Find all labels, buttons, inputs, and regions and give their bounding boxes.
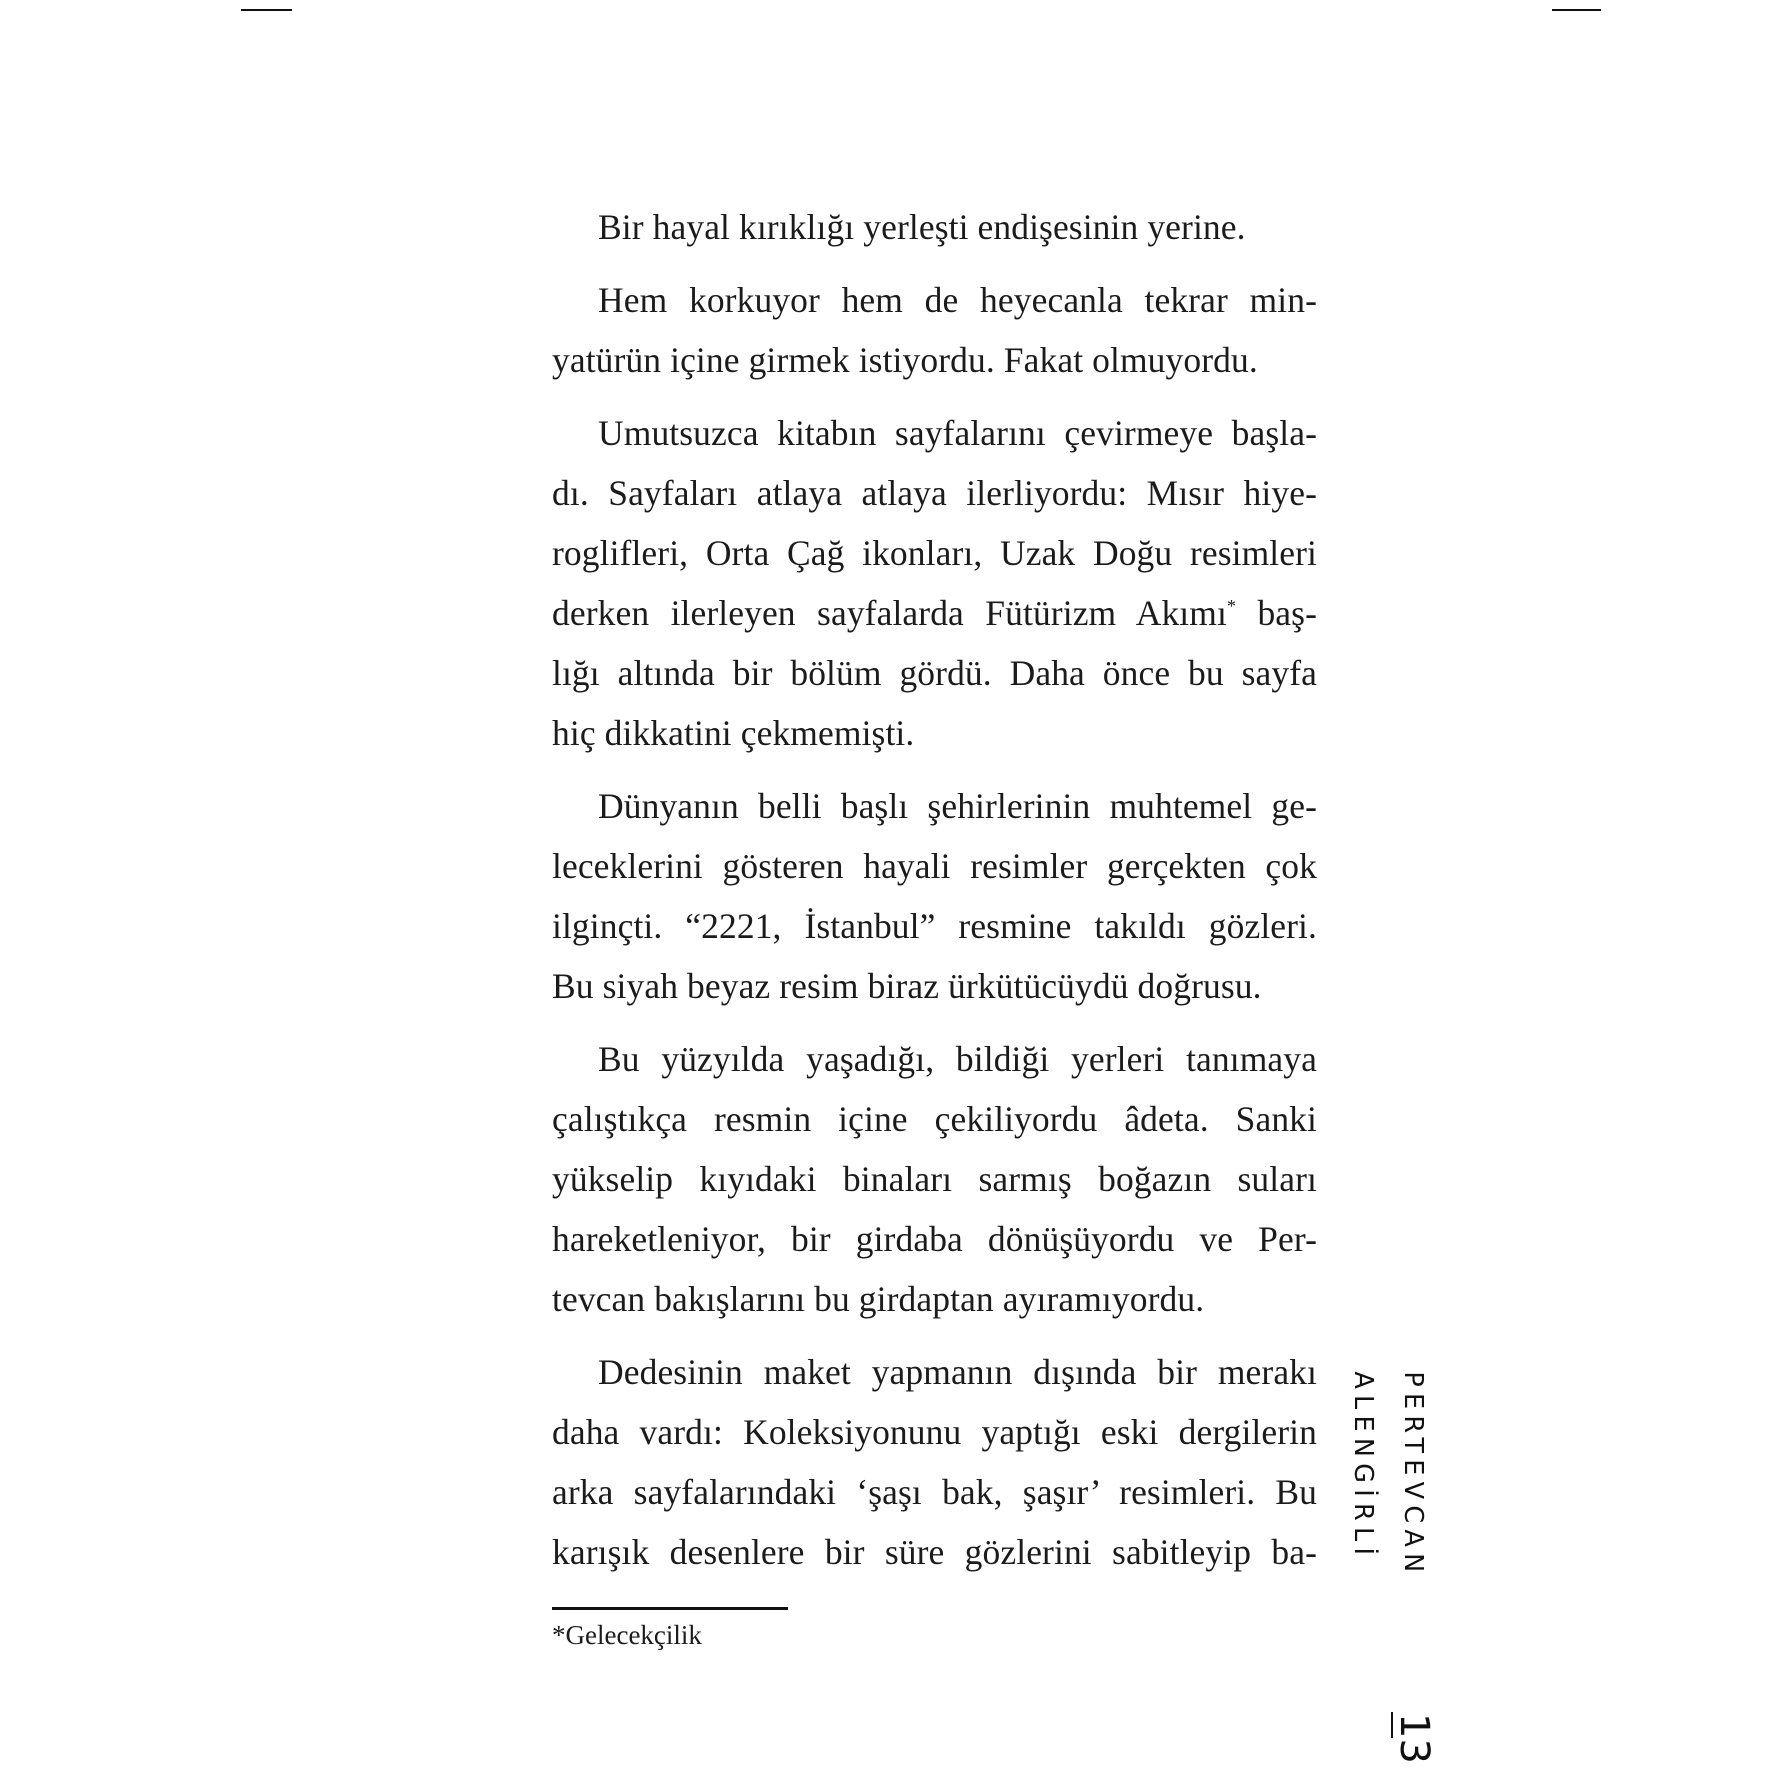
crop-mark-right — [1552, 9, 1601, 11]
text-line: ilginçti. “2221, İstanbul” resmine takıldı gözleri. — [552, 906, 1317, 946]
text-line: Dedesinin maket yapmanın dışında bir merakı — [598, 1352, 1317, 1392]
text-line: lığı altında bir bölüm gördü. Daha önce bu sayfa — [552, 653, 1317, 693]
text-line: leceklerini gösteren hayali resimler gerçekten çok — [552, 846, 1317, 886]
text-line: Bu siyah beyaz resim biraz ürkütücüydü doğrusu. — [552, 966, 1262, 1006]
author-name: PERTEVCAN ALENGİRLİ — [1348, 1371, 1428, 1579]
crop-mark-left — [241, 9, 292, 11]
paragraph — [552, 776, 1317, 1016]
paragraph — [552, 197, 1317, 257]
text-line-with-footnote — [552, 583, 1317, 643]
paragraph — [552, 1029, 1317, 1329]
paragraph — [552, 403, 1317, 763]
text-line: Hem korkuyor hem de heyecanla tekrar min- — [598, 280, 1317, 320]
text-line: çalıştıkça resmin içine çekiliyordu âdeta. Sanki — [552, 1099, 1317, 1139]
text-line: yatürün içine girmek istiyordu. Fakat olmuyordu. — [552, 340, 1258, 380]
text-line: Bir hayal kırıklığı yerleşti endişesinin yerine. — [598, 207, 1246, 247]
text-line-start: derken ilerleyen sayfalarda Fütürizm Akımı — [552, 593, 1227, 633]
text-line: Bu yüzyılda yaşadığı, bildiği yerleri tanımaya — [598, 1039, 1317, 1079]
footnote-reference[interactable]: * — [1226, 596, 1237, 616]
text-line: yükselip kıyıdaki binaları sarmış boğazın suları — [552, 1159, 1317, 1199]
body-text — [552, 197, 1317, 1582]
text-line: Dünyanın belli başlı şehirlerinin muhtemel ge- — [598, 786, 1317, 826]
text-line: tevcan bakışlarını bu girdaptan ayıramıyordu. — [552, 1279, 1205, 1319]
text-line: hareketleniyor, bir girdaba dönüşüyordu ve Per- — [552, 1219, 1317, 1259]
text-line-end: baş- — [1236, 593, 1317, 633]
text-line: dı. Sayfaları atlaya atlaya ilerliyordu: Mısır hiye- — [552, 473, 1317, 513]
text-line: karışık desenlere bir süre gözlerini sabitleyip ba- — [552, 1532, 1317, 1572]
footnote-divider — [552, 1607, 788, 1610]
text-line: arka sayfalarındaki ‘şaşı bak, şaşır’ resimleri. Bu — [552, 1472, 1317, 1512]
text-line: daha vardı: Koleksiyonunu yaptığı eski dergilerin — [552, 1412, 1317, 1452]
text-line: roglifleri, Orta Çağ ikonları, Uzak Doğu resimleri — [552, 533, 1317, 573]
footnote: *Gelecekçilik — [552, 1620, 702, 1650]
running-head — [1348, 1368, 1438, 1708]
paragraph — [552, 1342, 1317, 1582]
text-line: hiç dikkatini çekmemişti. — [552, 713, 915, 753]
text-line: Umutsuzca kitabın sayfalarını çevirmeye başla- — [598, 413, 1317, 453]
page-number: 13 — [1391, 1713, 1437, 1764]
paragraph — [552, 270, 1317, 390]
